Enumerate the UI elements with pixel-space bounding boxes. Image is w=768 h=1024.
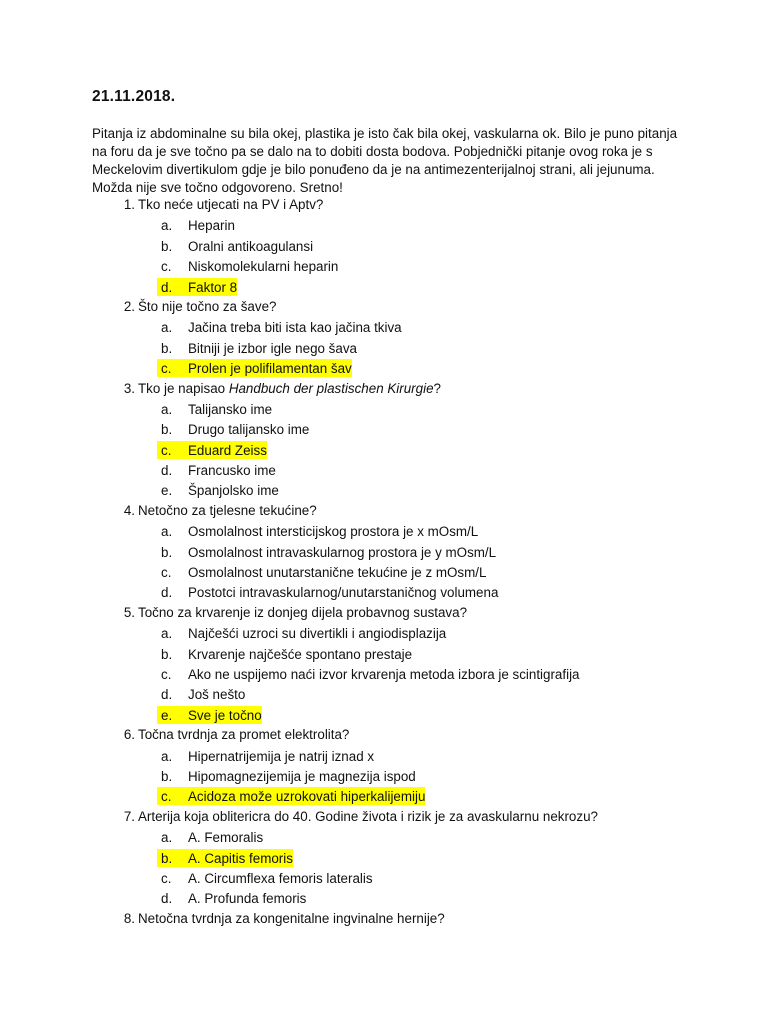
option-text: A. Circumflexa femoris lateralis	[188, 870, 373, 886]
option-highlight	[157, 767, 416, 785]
option-highlight	[157, 441, 267, 459]
answer-option	[0, 358, 768, 378]
answer-option	[0, 562, 768, 582]
option-highlight	[157, 624, 446, 642]
answer-option	[0, 256, 768, 276]
option-letter: b.	[161, 544, 173, 560]
option-text: Talijansko ime	[188, 401, 273, 417]
option-letter: c.	[161, 870, 172, 886]
option-text: Francusko ime	[188, 463, 276, 479]
answer-option	[0, 888, 768, 908]
option-text: Niskomolekularni heparin	[188, 259, 339, 275]
option-letter: b.	[161, 340, 173, 356]
option-text: A. Femoralis	[188, 830, 264, 846]
option-highlight	[157, 216, 235, 234]
option-text: A. Capitis femoris	[188, 850, 293, 866]
question-text: Tko neće utjecati na PV i Aptv?	[138, 197, 324, 212]
option-text: Još nešto	[188, 687, 246, 703]
question-5	[0, 603, 768, 623]
question-text-end: ?	[433, 380, 441, 396]
option-highlight	[157, 237, 313, 255]
question-text: Točno za krvarenje iz donjeg dijela probavnog sustava?	[138, 604, 468, 620]
option-highlight	[157, 257, 338, 275]
question-number: 5.	[123, 604, 135, 620]
option-text: A. Profunda femoris	[188, 891, 307, 907]
option-highlight	[157, 706, 262, 724]
question-4	[0, 501, 768, 521]
option-letter: d.	[161, 279, 173, 295]
option-highlight	[157, 665, 580, 683]
option-letter: c.	[161, 565, 172, 581]
option-text: Osmolalnost intersticijskog prostora je x mOsm/L	[188, 524, 479, 540]
option-text: Faktor 8	[188, 279, 238, 295]
option-highlight	[157, 685, 245, 703]
option-letter: b.	[161, 646, 173, 662]
option-text: Jačina treba biti ista kao jačina tkiva	[188, 320, 402, 336]
option-letter: a.	[161, 524, 173, 540]
question-text: Točna tvrdnja za promet elektrolita?	[138, 727, 350, 743]
answer-option	[0, 766, 768, 786]
question-text	[138, 379, 441, 399]
option-letter: e.	[161, 483, 173, 499]
answer-option	[0, 236, 768, 256]
question-number: 6.	[123, 727, 135, 743]
option-letter: c.	[161, 666, 172, 682]
answer-option	[0, 705, 768, 725]
answer-option	[0, 317, 768, 337]
option-highlight	[157, 339, 357, 357]
option-letter: c.	[161, 361, 172, 377]
option-highlight	[157, 563, 486, 581]
option-highlight	[157, 318, 402, 336]
option-text: Postotci intravaskularnog/unutarstaničnog volumena	[188, 585, 499, 601]
answer-option	[0, 277, 768, 297]
book-title: Handbuch der plastischen Kirurgie	[228, 380, 434, 396]
option-text: Hipomagnezijemija je magnezija ispod	[188, 768, 416, 784]
option-highlight	[157, 787, 425, 805]
option-letter: b.	[161, 422, 173, 438]
option-text: Osmolalnost unutarstanične tekućine je z mOsm/L	[188, 565, 487, 581]
question-7	[0, 807, 768, 827]
answer-option	[0, 827, 768, 847]
question-text: Što nije točno za šave?	[138, 298, 277, 314]
option-highlight	[157, 359, 352, 377]
option-text: Oralni antikoagulansi	[188, 238, 314, 254]
answer-option	[0, 644, 768, 664]
answer-option	[0, 399, 768, 419]
question-2	[0, 297, 768, 317]
question-text: Netočna tvrdnja za kongenitalne ingvinalne hernije?	[138, 910, 445, 926]
option-letter: a.	[161, 218, 173, 234]
option-text: Ako ne uspijemo naći izvor krvarenja metoda izbora je scintigrafija	[188, 666, 580, 682]
question-8	[0, 909, 768, 929]
option-highlight	[157, 481, 279, 499]
option-letter: b.	[161, 850, 173, 866]
option-letter: a.	[161, 748, 173, 764]
option-letter: a.	[161, 320, 173, 336]
option-letter: c.	[161, 259, 172, 275]
option-letter: a.	[161, 401, 173, 417]
option-letter: e.	[161, 707, 173, 723]
answer-option	[0, 440, 768, 460]
option-text: Sve je točno	[188, 707, 262, 723]
option-text: Prolen je polifilamentan šav	[188, 361, 352, 377]
option-letter: c.	[161, 442, 172, 458]
question-3	[0, 379, 768, 399]
answer-option	[0, 582, 768, 602]
option-text: Krvarenje najčešće spontano prestaje	[188, 646, 413, 662]
answer-option	[0, 542, 768, 562]
question-text-start: Tko je napisao	[138, 380, 229, 396]
question-1	[0, 195, 768, 215]
option-highlight	[157, 522, 478, 540]
question-text: Netočno za tjelesne tekućine?	[138, 502, 317, 518]
option-text: Heparin	[188, 218, 235, 234]
option-letter: d.	[161, 687, 173, 703]
answer-option	[0, 460, 768, 480]
answer-option	[0, 848, 768, 868]
answer-option	[0, 868, 768, 888]
option-text: Drugo talijansko ime	[188, 422, 310, 438]
answer-option	[0, 623, 768, 643]
answer-option	[0, 521, 768, 541]
option-letter: c.	[161, 789, 172, 805]
intro-paragraph: Pitanja iz abdominalne su bila okej, plastika je isto čak bila okej, vaskularna ok. Bilo je puno pitanja na foru da je sve točno pa se dalo na to dobiti dosta bodova. Pobjednički pitanje ovog roka je s Meckelovim divertikulom gdje je bilo ponuđeno da je na antimezenterijalnoj strani, ali jejunuma. Možda nije sve točno odgovoreno. Sretno!	[92, 126, 678, 195]
option-highlight	[157, 400, 272, 418]
option-letter: d.	[161, 585, 173, 601]
option-highlight	[157, 543, 496, 561]
option-highlight	[157, 869, 373, 887]
option-letter: d.	[161, 891, 173, 907]
answer-option	[0, 664, 768, 684]
question-number: 1.	[123, 197, 135, 212]
question-number: 7.	[123, 808, 135, 824]
option-highlight	[157, 889, 306, 907]
option-letter: b.	[161, 238, 173, 254]
option-text: Španjolsko ime	[188, 483, 279, 499]
option-highlight	[157, 849, 293, 867]
option-text: Eduard Zeiss	[188, 442, 267, 458]
option-letter: a.	[161, 830, 173, 846]
question-text: Arterija koja oblitericra do 40. Godine života i rizik je za avaskularnu nekrozu?	[138, 808, 598, 824]
option-letter: d.	[161, 463, 173, 479]
question-number: 4.	[123, 502, 135, 518]
answer-option	[0, 338, 768, 358]
option-letter: a.	[161, 626, 173, 642]
option-text: Bitniji je izbor igle nego šava	[188, 340, 357, 356]
option-text: Osmolalnost intravaskularnog prostora je y mOsm/L	[188, 544, 497, 560]
question-number: 3.	[123, 380, 135, 396]
option-highlight	[157, 645, 412, 663]
answer-option	[0, 746, 768, 766]
answer-option	[0, 419, 768, 439]
option-text: Hipernatrijemija je natrij iznad x	[188, 748, 375, 764]
option-highlight	[157, 278, 237, 296]
option-text: Acidoza može uzrokovati hiperkalijemiju	[188, 789, 426, 805]
option-text: Najčešći uzroci su divertikli i angiodisplazija	[188, 626, 447, 642]
option-highlight	[157, 747, 374, 765]
answer-option	[0, 786, 768, 806]
answer-option	[0, 215, 768, 235]
option-highlight	[157, 461, 276, 479]
document-date: 21.11.2018.	[92, 88, 176, 105]
answer-option	[0, 480, 768, 500]
option-letter: b.	[161, 768, 173, 784]
question-list	[0, 195, 768, 929]
question-number: 2.	[123, 298, 135, 314]
question-number: 8.	[123, 910, 135, 926]
question-6	[0, 725, 768, 745]
option-highlight	[157, 420, 309, 438]
option-highlight	[157, 583, 498, 601]
option-highlight	[157, 828, 263, 846]
answer-option	[0, 684, 768, 704]
